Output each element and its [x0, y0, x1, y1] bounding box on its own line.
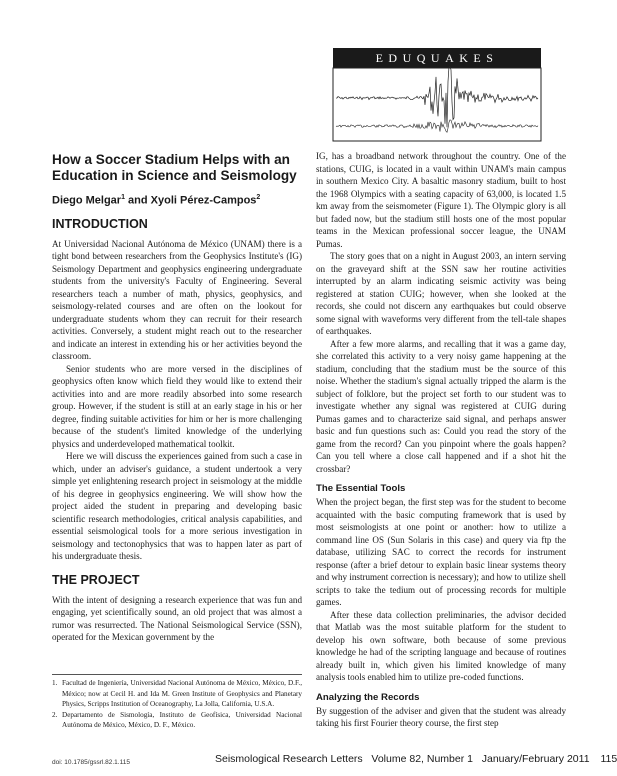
body-paragraph: At Universidad Nacional Autónoma de México (UNAM) there is a tight bond between researchers from the Geophysics Institute's (IG) Seismology Department and geophysics engineering undergraduate students from the university's Faculty of Engineering. Several researchers teach a number of math, physics, geophysics, and seismology-related courses and are often on the lookout for undergraduate students whom they can recruit for their research activities. Conversely, a student might reach out to the researcher and indicate an interest in extending his or her activities beyond the classroom.	[52, 238, 302, 362]
body-paragraph: Senior students who are more versed in the disciplines of geophysics often know which field they would like to extend their activities into and are more readily absorbed into some research group. However, if the student is still at an early stage in his or her degree, finding suitable activities for him or her is more challenging because of the student's limited knowledge of the underlying physics and underdeveloped mathematical toolkit.	[52, 363, 302, 449]
issue-date: January/February 2011	[481, 753, 590, 765]
body-paragraph: After these data collection preliminaries, the advisor decided that Matlab was the most suitable platform for the student to develop his own software, both because of some previous knowledge he had of the scripting language and because of routines already built in, which given his limited knowledge of many analysis tools enabled him to utilize pre-coded functions.	[316, 609, 566, 682]
volume-number: Volume 82, Number 1	[371, 753, 473, 765]
author-line	[52, 194, 302, 207]
subsection-heading-tools: The Essential Tools	[316, 483, 406, 494]
banner-title: EDUQUAKES	[333, 48, 541, 68]
footnote-number: 1.	[52, 679, 58, 687]
section-heading-introduction: INTRODUCTION	[52, 216, 148, 231]
body-paragraph: IG, has a broadband network throughout the country. One of the stations, CUIG, is located in a vault within UNAM's main campus in southern Mexico City. A basaltic masonry stadium, built to host the 1968 Olympics with a seating capacity of 63,000, is located 1.5 km away from the seismometer (Figure 1). The Olympic glory is all but faded now, but the stadium still hosts one of the most popular teams in the Mexican professional soccer league, the UNAM Pumas.	[316, 151, 566, 249]
affiliation-marker: 2	[256, 194, 261, 201]
page-number: 115	[600, 753, 617, 765]
left-column	[52, 152, 302, 644]
footnote-text: Departamento de Sismología, Instituto de Geofísica, Universidad Nacional Autónoma de México, México, D. F., México.	[62, 710, 302, 730]
footnotes	[52, 674, 302, 731]
eduquakes-banner	[333, 48, 541, 141]
footnote-number: 2.	[52, 710, 58, 719]
affiliation-marker: 1	[121, 194, 125, 201]
author-name: Xyoli Pérez-Campos	[150, 194, 257, 207]
author-name: Diego Melgar	[52, 194, 122, 207]
body-paragraph: The story goes that on a night in August 2003, an intern serving on the graveyard shift at the SSN saw her routine activities interrupted by an alarm indicating seismic activity was being registered at station CUIG; however, when she looked at the records, she could not discern any earthquakes but could observe some signal with waveforms very different from the tell-tale shapes of earthquakes.	[316, 251, 566, 336]
body-paragraph: After a few more alarms, and recalling that it was a game day, she correlated this activity to a very noisy game happening at the stadium, concluding that the stadium must be the source of this noise. Whether the stadium's signal actually tripped the alarm is the subject of folklore, but the project set forth to our student was to investigate whether any signal was registered at CUIG during Pumas games and to characterize said signal, and perhaps answer basic and fun questions such as: Could you read the story of the game from the record? Can you pinpoint where the goals happen? Can you tell where a close call happened and if a shot hit the crossbar?	[316, 338, 566, 474]
doi: doi: 10.1785/gssrl.82.1.115	[52, 759, 130, 766]
journal-name: Seismological Research Letters	[215, 753, 363, 765]
footnote	[52, 710, 302, 731]
footnote-text: Facultad de Ingeniería, Universidad Nacional Autónoma de México, México, D.F., México; now at Cecil H. and Ida M. Green Institute of Geophysics and Planetary Physics, Scripps Institution of Oceanography, La Jolla, California, U.S.A.	[62, 679, 302, 709]
body-paragraph: Here we will discuss the experiences gained from such a case in which, under an adviser's guidance, a student undertook a very simple yet enlightening research project in seismology at the middle of his degree in geophysics engineering. We will show how the project aided the student in preparing and developing basic scientific research methodologies, critical analysis capabilities, and essential seismological tools for a more serious investigation in seismology and tectonophysics that was to happen later as part of his undergraduate thesis.	[52, 451, 302, 562]
article-title: How a Soccer Stadium Helps with an Education in Science and Seismology	[52, 152, 297, 183]
running-footer	[215, 753, 617, 765]
section-heading-project: THE PROJECT	[52, 572, 140, 587]
body-paragraph: When the project began, the first step was for the student to become acquainted with the basic computing framework that is used by most seismologists at one point or another: how to utilize a command line OS (Sun Solaris in this case) and query via ftp the database, utilizing SAC to correct the records for instrument response (after a brief detour to explain basic linear systems theory and why instrument correction is necessary); and how to utilize shell scripts to take the tedium out of processing records for multiple games.	[316, 497, 567, 607]
body-paragraph: With the intent of designing a research experience that was fun and engaging, yet scientifically sound, an old project that was almost a rumor was resurrected. The National Seismological Service (SSN), operated for the Mexican government by the	[52, 594, 302, 643]
footnote	[52, 678, 302, 710]
subsection-heading-records: Analyzing the Records	[316, 691, 420, 703]
body-paragraph: By suggestion of the adviser and given that the student was already taking his first Fourier theory course, the first step	[316, 705, 566, 728]
seismogram-graphic	[333, 68, 541, 141]
right-column	[316, 150, 566, 730]
author-conjunction: and	[124, 194, 151, 207]
